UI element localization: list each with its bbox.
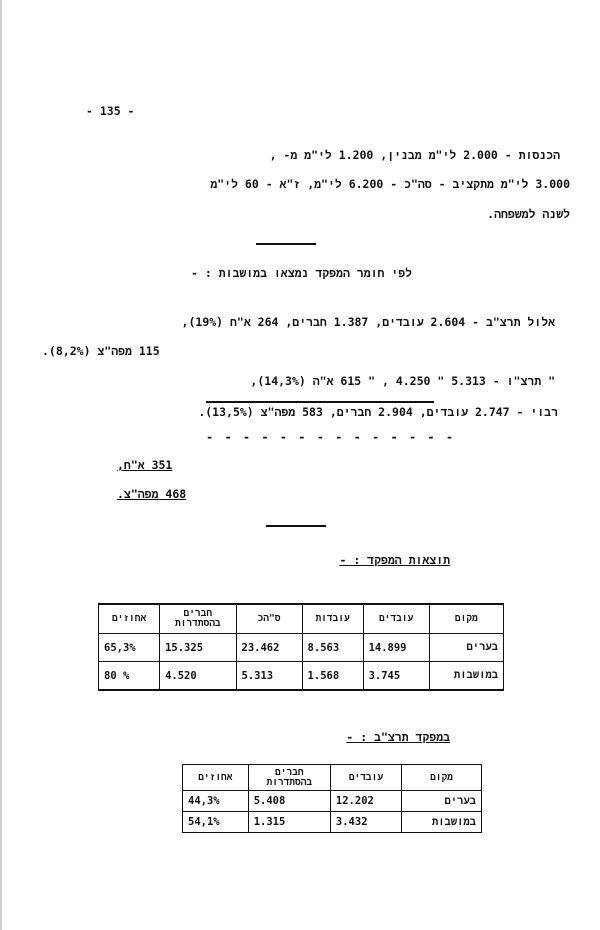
header-workers-female: עובדות — [302, 604, 363, 634]
cell-place: בערים — [401, 791, 481, 812]
cell-workers-male: 14.899 — [363, 634, 429, 662]
paragraph-line-1: הכנסות - 2.000 לי"מ מבנין, 1.200 לי"מ מ- , — [269, 148, 560, 162]
header-percent: אחוזים — [183, 765, 249, 791]
cell-members: 1.315 — [248, 812, 330, 833]
header-members — [248, 765, 330, 791]
table-row — [183, 812, 482, 833]
section-title-census: לפי חומר המפקד נמצאו במושבות : - — [190, 266, 412, 280]
census-1932-table — [182, 764, 482, 833]
cell-total: 23.462 — [236, 634, 302, 662]
dashed-separator: - - - - - - - - - - - - - - — [206, 430, 456, 444]
section-divider-1 — [256, 243, 316, 245]
header-place: מקום — [401, 765, 481, 791]
section-divider-2 — [266, 525, 326, 527]
results-table — [98, 603, 504, 691]
cell-members: 15.325 — [160, 634, 236, 662]
census-difference-2: 468 מפה"צ. — [117, 487, 187, 501]
page-edge — [0, 0, 2, 930]
header-members-line2: בהסתדרות — [174, 618, 221, 629]
census-1932-table-header — [183, 765, 482, 791]
cell-workers-male: 3.745 — [363, 662, 429, 691]
section-title-1932-census: במפקד תרצ"ב : - — [346, 730, 450, 744]
header-members-line1: חברים — [183, 608, 213, 619]
cell-percent: 54,1% — [183, 812, 249, 833]
cell-place: במושבות — [429, 662, 503, 691]
census-difference-1: 351 א"ח, — [117, 458, 173, 472]
cell-total: 5.313 — [236, 662, 302, 691]
cell-workers-female: 1.568 — [302, 662, 363, 691]
header-place: מקום — [429, 604, 503, 634]
header-members — [160, 604, 236, 634]
section-title-results: תוצאות המפקד : - — [339, 553, 450, 567]
page-number: - 135 - — [86, 104, 135, 118]
sum-rule — [206, 401, 434, 403]
cell-place: במושבות — [401, 812, 481, 833]
header-workers-male: עובדים — [363, 604, 429, 634]
table-row — [183, 791, 482, 812]
paragraph-line-3: לשנה למשפחה. — [487, 207, 570, 221]
cell-members: 5.408 — [248, 791, 330, 812]
cell-percent: 80 % — [99, 662, 160, 691]
census-line-4: רבוי - 2.747 עובדים, 2.904 חברים, 583 מפה"צ (13,5%). — [198, 405, 558, 419]
header-percent: אחוזים — [99, 604, 160, 634]
census-line-2: 115 מפה"צ (8,2%). — [42, 344, 160, 358]
header-workers: עובדים — [330, 765, 401, 791]
table-row — [99, 662, 504, 691]
results-table-header — [99, 604, 504, 634]
cell-percent: 44,3% — [183, 791, 249, 812]
table-row — [99, 634, 504, 662]
census-line-3: " תרצ"ו - 5.313 " 4.250 , " 615 א"ה (14,3%), — [250, 374, 555, 388]
header-members-line1: חברים — [275, 766, 304, 778]
paragraph-line-2: 3.000 לי"מ מתקציב - סה"כ - 6.200 לי"מ, ז"א - 60 לי"מ — [210, 177, 570, 191]
cell-members: 4.520 — [160, 662, 236, 691]
header-members-line2: בהסתדרות — [266, 776, 313, 788]
cell-workers-female: 8.563 — [302, 634, 363, 662]
cell-workers: 3.432 — [330, 812, 401, 833]
cell-percent: 65,3% — [99, 634, 160, 662]
cell-place: בערים — [429, 634, 503, 662]
census-line-1: אלול תרצ"ב - 2.604 עובדים, 1.387 חברים, 264 א"ח (19%), — [181, 315, 555, 329]
header-total: ס"הכ — [236, 604, 302, 634]
cell-workers: 12.202 — [330, 791, 401, 812]
